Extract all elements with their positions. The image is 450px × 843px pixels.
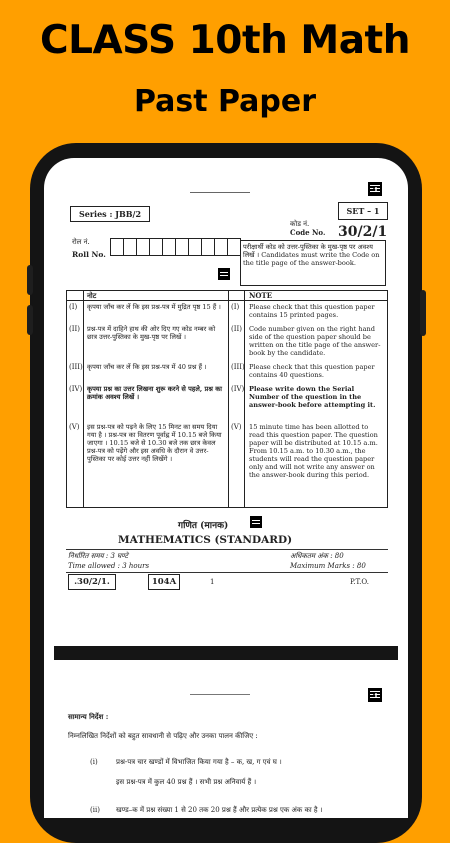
roll-label-hi: रोल नं. (72, 238, 90, 246)
note-hi: कृपया जाँच कर लें कि इस प्रश्न-पत्र में 40 प्रश्न हैं । (87, 363, 207, 371)
banner-title: CLASS 10th Math (40, 18, 410, 63)
note-en: Please check that this question paper contains 15 printed pages. (249, 303, 375, 319)
item-num: (i) (90, 758, 98, 766)
volume-down-button (27, 305, 33, 335)
note-hi: कृपया जाँच कर लें कि इस प्रश्न-पत्र में मुद्रित पृष्ठ 15 हैं । (87, 303, 221, 311)
max-marks-hi: अधिकतम अंक : 80 (290, 552, 344, 560)
code-instruction-box: परीक्षार्थी कोड को उत्तर-पुस्तिका के मुख-पृष्ठ पर अवश्य लिखें । Candidates must write the Code on the title page of the answer-book. (240, 240, 386, 286)
note-num: (IV) (69, 385, 83, 393)
instruction-item: प्रश्न-पत्र चार खण्डों में विभाजित किया गया है – क, ख, ग एवं घ । (116, 758, 282, 766)
volume-up-button (27, 265, 33, 295)
note-num: (III) (69, 363, 83, 371)
qr-code-small-icon (218, 268, 230, 280)
power-button (420, 290, 426, 336)
note-num: (II) (231, 325, 242, 333)
time-allowed: Time allowed : 3 hours (68, 562, 150, 570)
footer-code-box: .30/2/1. (68, 574, 116, 590)
exam-paper-page-2[interactable] (54, 668, 398, 818)
subject-title: MATHEMATICS (STANDARD) (118, 534, 293, 546)
note-num: (V) (69, 423, 80, 431)
banner-subtitle: Past Paper (133, 84, 317, 119)
time-allowed-hi: निर्धारित समय : 3 घण्टे (68, 552, 129, 560)
item-num: (ii) (90, 806, 100, 814)
page-number: 1 (210, 578, 215, 586)
note-en: Please write down the Serial Number of the question in the answer-book before attempting it. (249, 385, 376, 409)
instructions-intro: निम्नलिखित निर्देशों को बहुत सावधानी से पढ़िए और उनका पालन कीजिए : (68, 732, 258, 740)
note-hi: प्रश्न-पत्र में दाहिने हाथ की ओर दिए गए कोड नम्बर को छात्र उत्तर-पुस्तिका के मुख-पृष्ठ पर लिखें । (87, 325, 216, 341)
note-en: 15 minute time has been allotted to read this question paper. The question paper will be distributed at 10.15 a.m. From 10.15 a.m. to 10.30 a.m., the students will read the question paper only and will not write any answer on the answer-book during this period. (249, 423, 378, 479)
note-hi: इस प्रश्न-पत्र को पढ़ने के लिए 15 मिनट का समय दिया गया है । प्रश्न-पत्र का वितरण पूर्वाह्न में 10.15 बजे किया जाएगा । 10.15 बजे से 10.30 बजे तक छात्र केवल प्रश्न-पत्र को पढ़ेंगे और इस अवधि के दौरान वे उत्तर-पुस्तिका पर कोई उत्तर नहीं लिखेंगे । (87, 423, 222, 463)
subject-title-hi: गणित (मानक) (178, 521, 229, 531)
note-header-hi: नोट (87, 291, 97, 300)
roll-number-boxes (110, 238, 240, 256)
qr-code-icon (368, 182, 382, 196)
instructions-heading: सामान्य निर्देश : (68, 712, 109, 721)
note-num: (V) (231, 423, 242, 431)
phone-screen[interactable] (44, 158, 408, 818)
note-num: (I) (231, 303, 240, 311)
notes-table (66, 290, 388, 508)
qr-code-subject-icon (250, 516, 262, 528)
instruction-item: इस प्रश्न-पत्र में कुल 40 प्रश्न हैं । सभी प्रश्न अनिवार्य हैं । (116, 778, 257, 786)
note-en: Code number given on the right hand side of the question paper should be written on the title page of the answer-book by the candidate. (249, 325, 381, 357)
pto-label: P.T.O. (350, 578, 369, 586)
rule (66, 572, 388, 573)
top-rule (190, 694, 250, 695)
code-number: 30/2/1 (338, 224, 388, 240)
set-box: SET – 1 (338, 202, 388, 220)
note-hi: कृपया प्रश्न का उत्तर लिखना शुरू करने से पहले, प्रश्न का क्रमांक अवश्य लिखें । (87, 385, 222, 401)
page-divider (54, 646, 398, 660)
note-num: (II) (69, 325, 80, 333)
roll-label: Roll No. (72, 250, 106, 259)
note-en: Please check that this question paper contains 40 questions. (249, 363, 375, 379)
series-box: Series : JBB/2 (70, 206, 150, 222)
note-num: (I) (69, 303, 78, 311)
instruction-item: खण्ड–क में प्रश्न संख्या 1 से 20 तक 20 प्रश्न हैं और प्रत्येक प्रश्न एक अंक का है । (116, 806, 323, 814)
rule (66, 549, 388, 550)
note-header: NOTE (249, 291, 273, 300)
footer-series-box: 104A (148, 574, 180, 590)
qr-code-icon (368, 688, 382, 702)
note-num: (IV) (231, 385, 245, 393)
exam-paper-page-1[interactable] (54, 176, 398, 656)
note-num: (III) (231, 363, 245, 371)
code-label-hi: कोड नं. (290, 220, 310, 228)
top-rule (190, 192, 250, 193)
max-marks: Maximum Marks : 80 (290, 562, 366, 570)
code-label: Code No. (290, 228, 326, 237)
